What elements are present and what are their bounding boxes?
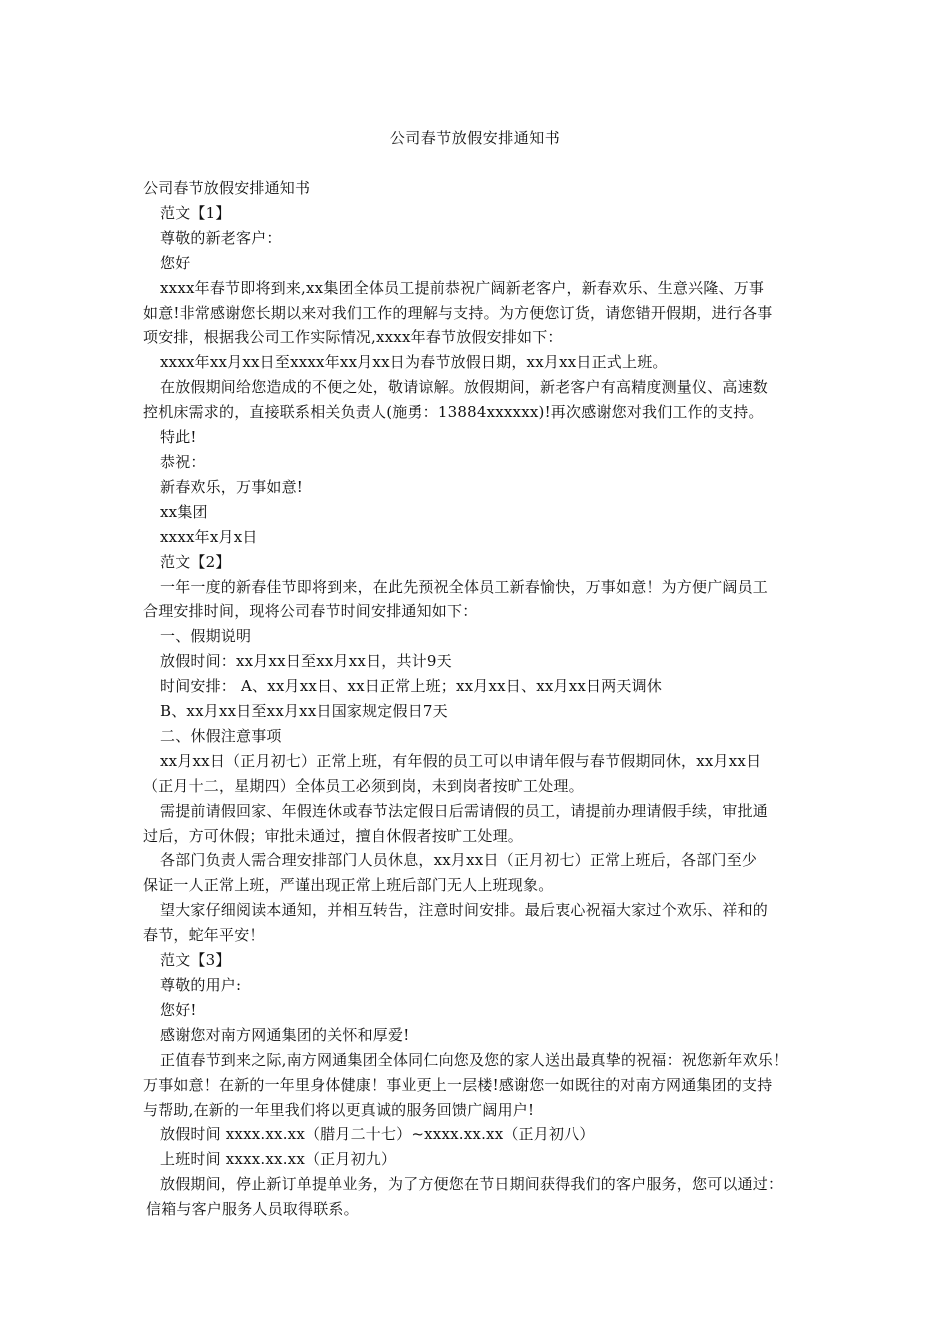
- text-line: 范文【3】: [160, 951, 231, 970]
- document-body: [143, 176, 811, 1222]
- text-line: 时间安排： A、xx月xx日、xx日正常上班；xx月xx日、xx月xx日两天调休: [160, 677, 663, 696]
- text-line: 放假时间：xx月xx日至xx月xx日，共计9天: [160, 652, 452, 671]
- text-line: 范文【2】: [160, 552, 231, 571]
- text-line: 感谢您对南方网通集团的关怀和厚爱!: [160, 1025, 410, 1044]
- text-line: 万事如意！在新的一年里身体健康！事业更上一层楼!感谢您一如既往的对南方网通集团的支持: [143, 1075, 773, 1094]
- text-line: 一年一度的新春佳节即将到来，在此先预祝全体员工新春愉快，万事如意！为方便广阔员工: [160, 577, 769, 596]
- text-line: 放假时间 xxxx.xx.xx（腊月二十七）~xxxx.xx.xx（正月初八）: [160, 1125, 595, 1144]
- text-line: xxxx年春节即将到来,xx集团全体员工提前恭祝广阔新老客户，新春欢乐、生意兴隆、万事: [160, 278, 765, 297]
- text-line: 在放假期间给您造成的不便之处，敬请谅解。放假期间，新老客户有高精度测量仪、高速数: [160, 378, 769, 397]
- text-line: xx集团: [160, 502, 208, 521]
- text-line: xxxx年xx月xx日至xxxx年xx月xx日为春节放假日期，xx月xx日正式上班。: [160, 353, 668, 372]
- document-title: 公司春节放假安排通知书: [389, 129, 561, 147]
- text-line: B、xx月xx日至xx月xx日国家规定假日7天: [160, 702, 448, 721]
- text-line: 新春欢乐，万事如意!: [160, 477, 304, 496]
- text-line: 恭祝：: [160, 452, 206, 471]
- text-line: 您好!: [160, 1000, 197, 1019]
- text-line: 过后，方可休假；审批未通过，擅自休假者按旷工处理。: [143, 826, 524, 845]
- text-line: 望大家仔细阅读本通知，并相互转告，注意时间安排。最后衷心祝福大家过个欢乐、祥和的: [160, 901, 769, 920]
- text-line: 春节，蛇年平安！: [143, 926, 265, 945]
- text-line: 信箱与客户服务人员取得联系。: [146, 1200, 359, 1219]
- text-line: 特此!: [160, 428, 197, 447]
- text-line: 二、休假注意事项: [160, 726, 282, 745]
- text-line: 您好: [160, 253, 191, 272]
- text-line: 尊敬的用户:: [160, 976, 242, 994]
- text-line: 公司春节放假安排通知书: [143, 179, 311, 197]
- text-line: 上班时间 xxxx.xx.xx（正月初九）: [160, 1150, 397, 1169]
- text-line: （正月十二，星期四）全体员工必须到岗，未到岗者按旷工处理。: [143, 776, 584, 795]
- text-line: 正值春节到来之际,南方网通集团全体同仁向您及您的家人送出最真挚的祝福：祝您新年欢乐！: [160, 1050, 789, 1069]
- text-line: xxxx年x月x日: [160, 527, 258, 546]
- text-line: 保证一人正常上班，严谨出现正常上班后部门无人上班现象。: [143, 876, 554, 895]
- text-line: 需提前请假回家、年假连休或春节法定假日后需请假的员工，请提前办理请假手续，审批通: [160, 801, 769, 820]
- text-line: 合理安排时间，现将公司春节时间安排通知如下：: [143, 602, 478, 621]
- text-line: 一、假期说明: [160, 627, 252, 646]
- text-line: xx月xx日（正月初七）正常上班，有年假的员工可以申请年假与春节假期同休，xx月xx日: [160, 751, 762, 770]
- text-line: 控机床需求的，直接联系相关负责人(施勇：13884xxxxxx)!再次感谢您对我们工作的支持。: [143, 403, 764, 422]
- text-line: 项安排，根据我公司工作实际情况,xxxx年春节放假安排如下：: [143, 328, 563, 347]
- text-line: 范文【1】: [160, 203, 231, 222]
- text-line: 各部门负责人需合理安排部门人员休息，xx月xx日（正月初七）正常上班后，各部门至少: [160, 851, 758, 870]
- text-line: 尊敬的新老客户：: [160, 228, 282, 247]
- text-line: 如意!非常感谢您长期以来对我们工作的理解与支持。为方便您订货，请您错开假期，进行各事: [143, 303, 773, 322]
- text-line: 放假期间，停止新订单提单业务，为了方便您在节日期间获得我们的客户服务，您可以通过：: [160, 1175, 784, 1194]
- text-line: 与帮助,在新的一年里我们将以更真诚的服务回馈广阔用户!: [143, 1100, 535, 1119]
